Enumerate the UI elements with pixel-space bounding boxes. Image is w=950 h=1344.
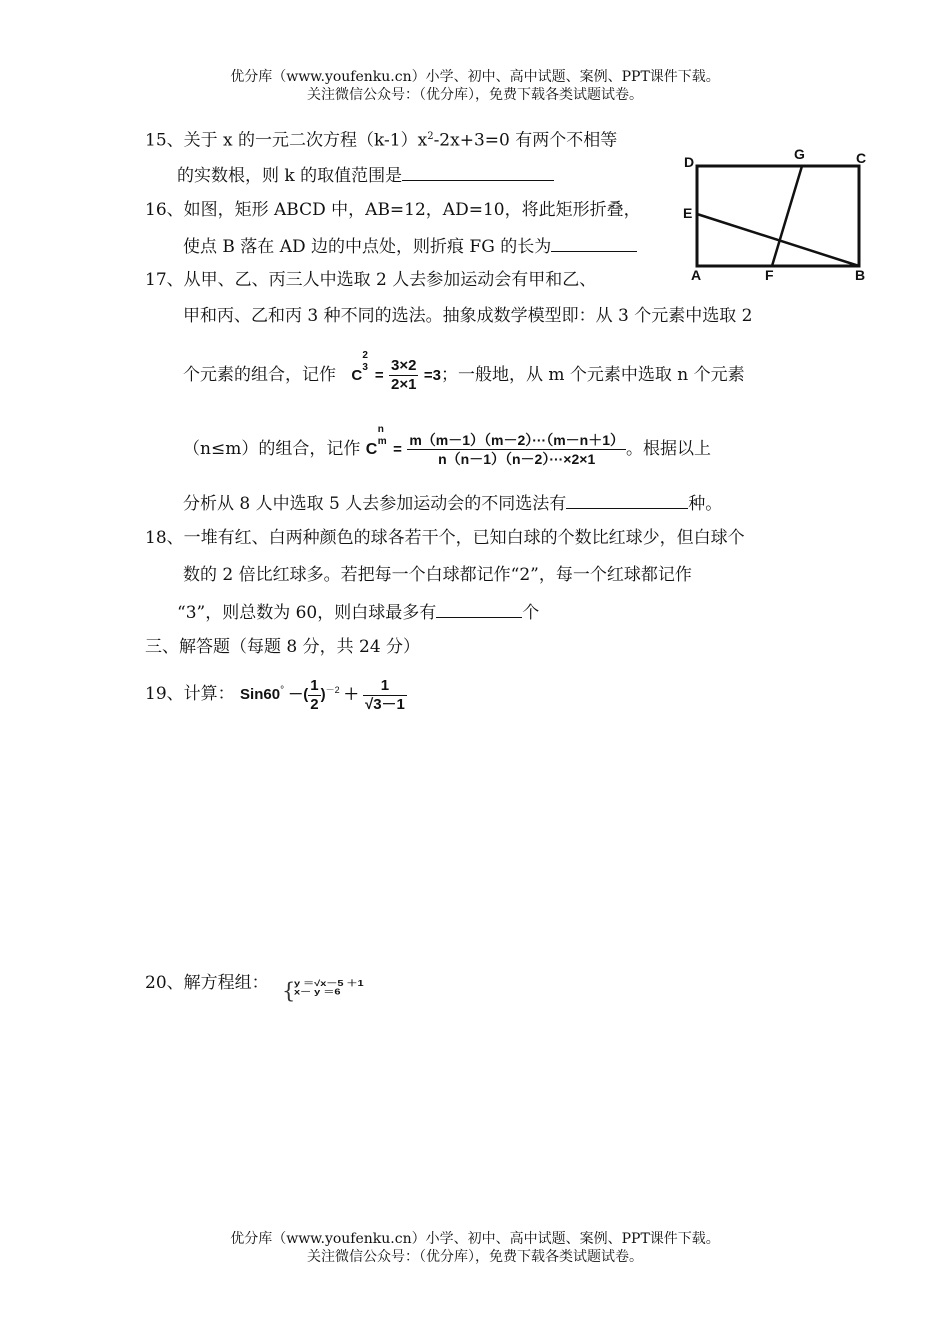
cnm-fraction	[407, 431, 626, 468]
q17-text-d: （n≤m）的组合，记作	[183, 439, 361, 459]
q18-text-c-post: 个	[522, 603, 540, 623]
cnm-superscript: n	[377, 424, 384, 435]
question-16-line-1: 16、如图，矩形 ABCD 中，AB=12，AD=10，将此矩形折叠，	[145, 200, 641, 220]
label-e: E	[683, 205, 693, 221]
cnm-equals: =	[393, 441, 402, 458]
question-18-line-1: 18、一堆有红、白两种颜色的球各若干个，已知白球的个数比红球少，但白球个	[145, 528, 745, 548]
q19-degree: °	[280, 685, 285, 696]
q16-text-b: 使点 B 落在 AD 边的中点处，则折痕 FG 的长为	[183, 237, 552, 257]
question-20-label: 20、解方程组：	[145, 973, 269, 993]
q19-exponent: －2	[325, 685, 340, 695]
label-f: F	[765, 267, 774, 283]
c32-fraction	[389, 357, 418, 394]
equation-1: y ＝√x－5 ＋1	[294, 979, 364, 989]
c32-result: =3	[423, 367, 441, 384]
q17-text-d-post: 。根据以上	[626, 439, 712, 459]
label-d: D	[684, 154, 695, 170]
system-brace: {	[282, 979, 296, 1003]
c32-subscript: 3	[362, 362, 368, 373]
label-c: C	[856, 150, 867, 166]
question-16-line-2	[183, 234, 637, 258]
question-19	[145, 668, 407, 717]
q15-answer-blank[interactable]	[402, 163, 554, 181]
q15-text-a: 15、关于 x 的一元二次方程（k-1）x	[145, 130, 428, 151]
q17-text-c: 个元素的组合，记作	[183, 365, 336, 385]
q15-text-b: -2x+3=0 有两个不相等	[433, 130, 618, 151]
q19-close-paren: )	[320, 686, 326, 703]
q17-answer-blank[interactable]	[566, 491, 688, 509]
question-18-line-3	[177, 600, 539, 624]
question-17-line-2: 甲和丙、乙和丙 3 种不同的选法。抽象成数学模型即：从 3 个元素中选取 2	[183, 306, 753, 326]
q15-text-c: 的实数根，则 k 的取值范围是	[177, 166, 403, 186]
q17-text-e-post: 种。	[688, 494, 723, 514]
rectangle-figure	[680, 145, 870, 285]
section-3-heading: 三、解答题（每题 8 分，共 24 分）	[145, 637, 421, 657]
c32-superscript: 2	[362, 350, 368, 361]
label-a: A	[691, 267, 702, 283]
q19-root-fraction	[363, 677, 407, 714]
q19-half-numerator: 1	[310, 676, 319, 694]
q17-text-c-post: ；一般地，从 m 个元素中选取 n 个元素	[440, 365, 745, 385]
cnm-numerator: m（m－1）（m－2）···（m－n＋1）	[409, 432, 625, 448]
cnm-denominator: n（n－1）（n－2）···×2×1	[407, 449, 626, 468]
q19-half-fraction	[308, 677, 320, 714]
question-17-line-4	[183, 424, 712, 472]
q19-plus: ＋	[343, 686, 359, 703]
c32-equals: =	[374, 367, 384, 384]
c32-numerator: 3×2	[390, 357, 417, 374]
q16-answer-blank[interactable]	[551, 234, 637, 252]
segment-eb	[697, 214, 859, 266]
q19-half-denominator: 2	[310, 695, 319, 713]
fold-line-fg	[772, 166, 802, 266]
footer-line-2: 关注微信公众号：（优分库），免费下载各类试题试卷。	[307, 1249, 643, 1265]
cnm-symbol: C	[365, 441, 378, 458]
cnm-subscript: m	[377, 436, 387, 447]
q19-expression	[240, 676, 407, 713]
question-15-line-2	[177, 163, 554, 187]
question-17-line-3	[183, 350, 745, 398]
question-18-line-2: 数的 2 倍比红球多。若把每一个白球都记作“2”，每一个红球都记作	[183, 565, 692, 585]
header-line-2: 关注微信公众号：（优分库），免费下载各类试题试卷。	[307, 87, 643, 103]
q19-root-denominator: √3－1	[364, 695, 405, 713]
q19-minus-paren: －(	[288, 686, 309, 703]
combination-c32	[351, 350, 369, 398]
q15-superscript: 2	[427, 131, 434, 142]
header-line-1: 优分库（www.youfenku.cn）小学、初中、高中试题、案例、PPT课件下载。	[230, 69, 720, 85]
q17-text-e: 分析从 8 人中选取 5 人去参加运动会的不同选法有	[183, 494, 567, 514]
q19-root-numerator: 1	[380, 676, 390, 694]
question-15-line-1	[145, 126, 617, 152]
q18-answer-blank[interactable]	[436, 600, 522, 618]
equation-2: x－ y ＝6	[294, 987, 341, 997]
rectangle-abcd	[697, 166, 859, 266]
c32-denominator: 2×1	[390, 376, 417, 393]
question-17-line-5	[183, 491, 722, 515]
q19-label: 19、计算：	[145, 684, 235, 704]
label-g: G	[794, 146, 805, 162]
c32-symbol: C	[351, 367, 363, 384]
footer-line-1: 优分库（www.youfenku.cn）小学、初中、高中试题、案例、PPT课件下载。	[230, 1231, 720, 1247]
equation-system	[294, 980, 364, 997]
combination-cnm	[365, 424, 388, 472]
label-b: B	[855, 267, 866, 283]
question-17-line-1: 17、从甲、乙、丙三人中选取 2 人去参加运动会有甲和乙、	[145, 270, 597, 290]
q18-text-c: “3”，则总数为 60，则白球最多有	[177, 603, 437, 623]
q19-sin: Sin60	[240, 686, 281, 703]
